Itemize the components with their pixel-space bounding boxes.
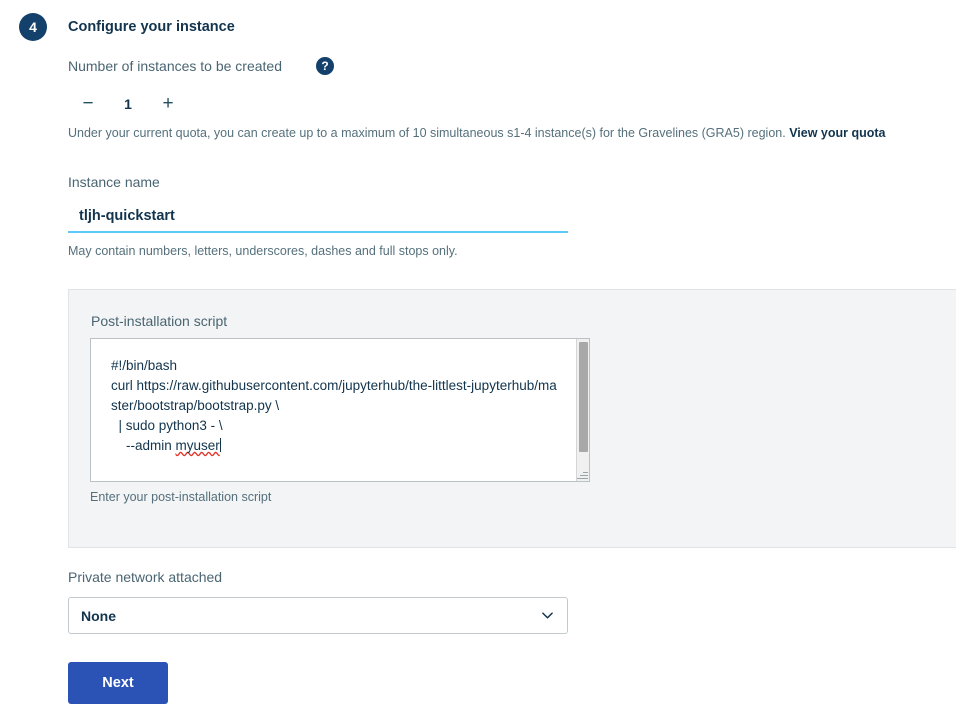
step-number-badge: 4: [19, 13, 47, 41]
chevron-down-icon: [542, 610, 553, 621]
page-title: Configure your instance: [68, 19, 235, 35]
text-caret: [220, 438, 221, 452]
post-installation-hint: Enter your post-installation script: [90, 490, 272, 504]
script-line-1: #!/bin/bash: [111, 358, 178, 373]
increment-button[interactable]: +: [148, 92, 188, 116]
script-line-4: --admin myuser: [111, 438, 220, 453]
script-misspelled-word: myuser: [175, 438, 220, 453]
private-network-selected-value: None: [81, 607, 116, 624]
post-installation-script-textarea[interactable]: [90, 338, 590, 482]
script-scrollbar-thumb[interactable]: [579, 342, 588, 452]
instance-name-label: Instance name: [68, 174, 160, 190]
instance-name-hint: May contain numbers, letters, underscores, dashes and full stops only.: [68, 244, 458, 258]
instances-count-label: Number of instances to be created: [68, 58, 283, 74]
instance-name-input[interactable]: [68, 203, 568, 233]
instance-quantity-value: 1: [124, 96, 132, 112]
next-button[interactable]: Next: [68, 662, 168, 704]
script-scrollbar[interactable]: [576, 339, 589, 481]
quota-text: Under your current quota, you can create up to a maximum of 10 simultaneous s1-4 instance(s) for the Gravelines (GRA5) region.: [68, 126, 786, 140]
post-installation-panel: [68, 289, 956, 548]
quota-description: [68, 126, 886, 140]
post-installation-title: Post-installation script: [91, 313, 228, 329]
script-line-2: curl https://raw.githubusercontent.com/jupyterhub/the-littlest-jupyterhub/master/bootstrap/bootstrap.py \: [111, 378, 557, 413]
script-line-3: | sudo python3 - \: [111, 418, 223, 433]
private-network-label: Private network attached: [68, 569, 223, 585]
instance-quantity-stepper[interactable]: [68, 92, 188, 116]
view-quota-link[interactable]: View your quota: [789, 126, 886, 140]
script-content: [111, 356, 559, 456]
private-network-select[interactable]: [68, 597, 568, 634]
textarea-resize-handle[interactable]: [576, 468, 588, 480]
question-mark-icon[interactable]: ?: [316, 57, 334, 75]
decrement-button[interactable]: −: [68, 92, 108, 116]
